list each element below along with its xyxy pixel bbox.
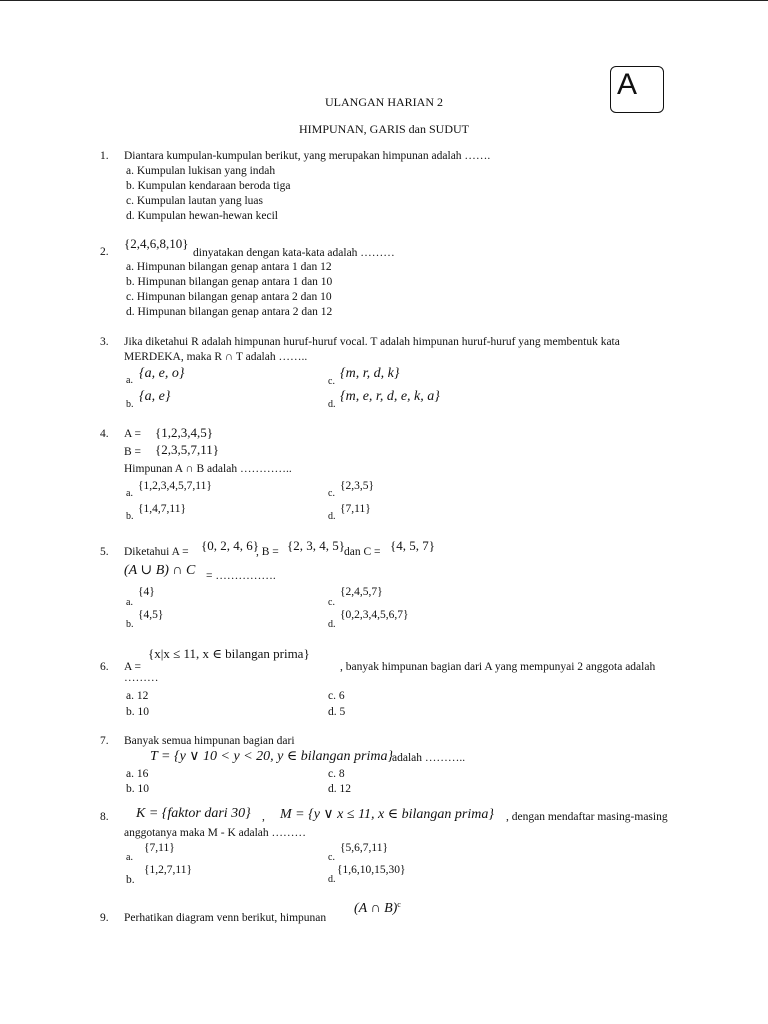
q8-option-a: {7,11} xyxy=(144,842,175,854)
q2-option-b: b. Himpunan bilangan genap antara 1 dan 10 xyxy=(126,276,333,288)
q3-option-c: {m, r, d, k} xyxy=(340,366,400,381)
q4-set-a-label: A = xyxy=(124,428,142,440)
q4-option-a: {1,2,3,4,5,7,11} xyxy=(138,480,212,492)
q5-option-c-label: c. xyxy=(328,597,335,608)
q4-option-d-label: d. xyxy=(328,511,336,522)
q5-expression: (A ∪ B) ∩ C xyxy=(124,563,196,578)
q1-option-d: d. Kumpulan hewan-hewan kecil xyxy=(126,210,279,222)
q8-text-line2: anggotanya maka M - K adalah ……… xyxy=(124,827,307,839)
q6-option-a: a. 12 xyxy=(126,690,149,702)
q8-option-a-label: a. xyxy=(126,852,133,863)
q7-number: 7. xyxy=(100,735,109,747)
q9-text: Perhatikan diagram venn berikut, himpunan xyxy=(124,912,327,924)
q8-set-k: K = {faktor dari 30} xyxy=(136,806,251,821)
q7-option-a: a. 16 xyxy=(126,768,149,780)
q3-option-d: {m, e, r, d, e, k, a} xyxy=(340,389,440,404)
q5-set-a: {0, 2, 4, 6} xyxy=(201,538,259,553)
q5-set-b-label: , B = xyxy=(256,546,279,558)
q4-number: 4. xyxy=(100,428,109,440)
q3-option-b: {a, e} xyxy=(139,389,171,404)
q6-option-b: b. 10 xyxy=(126,706,149,718)
q1-number: 1. xyxy=(100,150,109,162)
q6-option-d: d. 5 xyxy=(328,706,346,718)
q3-text-line1: Jika diketahui R adalah himpunan huruf-huruf vocal. T adalah himpunan huruf-huruf yang membentuk kata xyxy=(124,336,620,348)
q3-text-line2: MERDEKA, maka R ∩ T adalah …….. xyxy=(124,351,308,363)
variant-letter: A xyxy=(617,68,638,101)
q5-option-b: {4,5} xyxy=(138,609,164,621)
q9-complement-superscript: c xyxy=(397,900,401,909)
q3-option-d-label: d. xyxy=(328,399,336,410)
q5-expression-suffix: = ……………. xyxy=(206,570,276,582)
q9-number: 9. xyxy=(100,912,109,924)
q4-option-c: {2,3,5} xyxy=(340,480,375,492)
q4-set-b: {2,3,5,7,11} xyxy=(155,442,219,457)
q4-option-b: {1,4,7,11} xyxy=(138,503,186,515)
q8-option-c: {5,6,7,11} xyxy=(340,842,388,854)
q5-option-b-label: b. xyxy=(126,619,134,630)
q8-option-b-label: b. xyxy=(126,874,135,886)
q6-text-continuation: ……… xyxy=(124,672,159,684)
q8-option-d: {1,6,10,15,30} xyxy=(337,864,406,876)
q6-option-c: c. 6 xyxy=(328,690,345,702)
q7-text: Banyak semua himpunan bagian dari xyxy=(124,735,295,747)
q7-option-b: b. 10 xyxy=(126,783,149,795)
exam-subtitle: HIMPUNAN, GARIS dan SUDUT xyxy=(298,122,469,136)
q7-option-d: d. 12 xyxy=(328,783,351,795)
q3-number: 3. xyxy=(100,336,109,348)
q7-suffix: adalah ……….. xyxy=(392,752,466,764)
q5-set-c: {4, 5, 7} xyxy=(390,538,435,553)
q8-option-c-label: c. xyxy=(328,852,335,863)
q6-prefix: A = xyxy=(124,661,142,673)
q9-expression-wrap xyxy=(354,900,401,917)
q3-option-a: {a, e, o} xyxy=(139,366,185,381)
q3-option-c-label: c. xyxy=(328,376,335,387)
q4-set-b-label: B = xyxy=(124,446,142,458)
q5-set-c-label: dan C = xyxy=(344,546,381,558)
q8-separator: , xyxy=(262,811,265,823)
q4-option-c-label: c. xyxy=(328,488,335,499)
q2-option-c: c. Himpunan bilangan genap antara 2 dan 10 xyxy=(126,291,332,303)
q1-option-a: a. Kumpulan lukisan yang indah xyxy=(126,165,276,177)
q2-number: 2. xyxy=(100,246,109,258)
q4-text: Himpunan A ∩ B adalah ………….. xyxy=(124,463,292,475)
q2-text: dinyatakan dengan kata-kata adalah ……… xyxy=(193,247,395,259)
q2-option-a: a. Himpunan bilangan genap antara 1 dan 12 xyxy=(126,261,332,273)
q5-option-a-label: a. xyxy=(126,597,133,608)
q8-option-d-label: d. xyxy=(328,874,336,885)
q5-set-b: {2, 3, 4, 5} xyxy=(287,538,345,553)
q2-set: {2,4,6,8,10} xyxy=(124,236,189,251)
q9-expression: (A ∩ B) xyxy=(354,900,398,916)
q5-option-d-label: d. xyxy=(328,619,336,630)
q3-option-a-label: a. xyxy=(126,375,133,386)
q7-set: T = {y ∨ 10 < y < 20, y ∈ bilangan prima} xyxy=(150,749,394,764)
q3-option-b-label: b. xyxy=(126,399,134,410)
q2-option-d: d. Himpunan bilangan genap antara 2 dan 12 xyxy=(126,306,333,318)
top-border-line xyxy=(0,0,768,1)
q4-option-a-label: a. xyxy=(126,488,133,499)
q5-option-a: {4} xyxy=(138,586,155,598)
q1-option-b: b. Kumpulan kendaraan beroda tiga xyxy=(126,180,291,192)
q8-option-b: {1,2,7,11} xyxy=(144,864,192,876)
q5-prefix: Diketahui A = xyxy=(124,546,189,558)
q6-text: , banyak himpunan bagian dari A yang mempunyai 2 anggota adalah xyxy=(340,661,656,673)
q1-option-c: c. Kumpulan lautan yang luas xyxy=(126,195,264,207)
q4-option-d: {7,11} xyxy=(340,503,371,515)
q8-number: 8. xyxy=(100,811,109,823)
exam-title: ULANGAN HARIAN 2 xyxy=(325,95,443,109)
q6-number: 6. xyxy=(100,661,109,673)
q8-set-m: M = {y ∨ x ≤ 11, x ∈ bilangan prima} xyxy=(280,807,494,822)
q8-text: , dengan mendaftar masing-masing xyxy=(506,811,668,823)
q5-option-d: {0,2,3,4,5,6,7} xyxy=(340,609,409,621)
q5-number: 5. xyxy=(100,546,109,558)
q6-set: {x|x ≤ 11, x ∈ bilangan prima} xyxy=(148,646,310,661)
q7-option-c: c. 8 xyxy=(328,768,345,780)
q4-option-b-label: b. xyxy=(126,511,134,522)
q5-option-c: {2,4,5,7} xyxy=(340,586,383,598)
q4-set-a: {1,2,3,4,5} xyxy=(155,425,213,440)
q1-text: Diantara kumpulan-kumpulan berikut, yang merupakan himpunan adalah ……. xyxy=(124,150,491,162)
